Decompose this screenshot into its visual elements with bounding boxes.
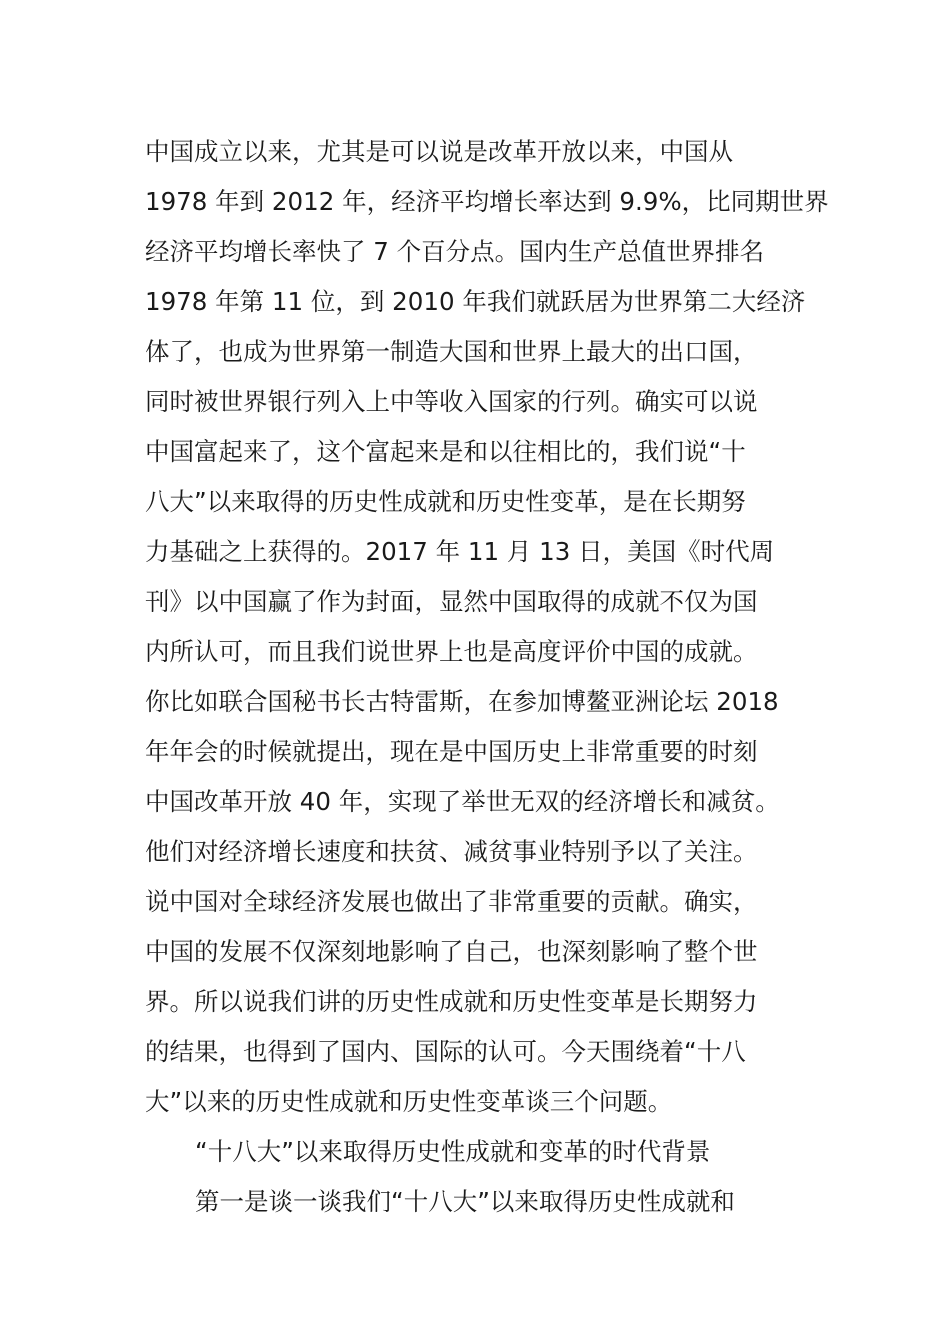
text-line: 力基础之上获得的。2017 年 11 月 13 日，美国《时代周 (145, 537, 775, 566)
text-line: 中国改革开放 40 年，实现了举世无双的经济增长和减贫。 (145, 787, 780, 816)
paragraph-start-line: 第一是谈一谈我们“十八大”以来取得历史性成就和 (195, 1187, 735, 1216)
text-line: 刊》以中国赢了作为封面，显然中国取得的成就不仅为国 (145, 587, 758, 616)
text-line: 体了，也成为世界第一制造大国和世界上最大的出口国， (145, 337, 758, 366)
section-heading: “十八大”以来取得历史性成就和变革的时代背景 (195, 1137, 711, 1166)
text-line: 他们对经济增长速度和扶贫、减贫事业特别予以了关注。 (145, 837, 758, 866)
text-line: 中国的发展不仅深刻地影响了自己，也深刻影响了整个世 (145, 937, 758, 966)
text-line: 界。所以说我们讲的历史性成就和历史性变革是长期努力 (145, 987, 758, 1016)
text-line: 的结果，也得到了国内、国际的认可。今天围绕着“十八 (145, 1037, 746, 1066)
text-line: 大”以来的历史性成就和历史性变革谈三个问题。 (145, 1087, 673, 1116)
text-line: 1978 年第 11 位，到 2010 年我们就跃居为世界第二大经济 (145, 287, 806, 316)
text-line: 中国成立以来，尤其是可以说是改革开放以来，中国从 (145, 137, 733, 166)
text-line: 经济平均增长率快了 7 个百分点。国内生产总值世界排名 (145, 237, 765, 266)
text-line: 同时被世界银行列入上中等收入国家的行列。确实可以说 (145, 387, 758, 416)
text-line: 说中国对全球经济发展也做出了非常重要的贡献。确实， (145, 887, 758, 916)
text-line: 年年会的时候就提出，现在是中国历史上非常重要的时刻 (145, 737, 758, 766)
text-line: 中国富起来了，这个富起来是和以往相比的，我们说“十 (145, 437, 746, 466)
text-line: 八大”以来取得的历史性成就和历史性变革，是在长期努 (145, 487, 746, 516)
text-line: 1978 年到 2012 年，经济平均增长率达到 9.9%，比同期世界 (145, 187, 829, 216)
text-line: 内所认可，而且我们说世界上也是高度评价中国的成就。 (145, 637, 758, 666)
text-line: 你比如联合国秘书长古特雷斯，在参加博鳌亚洲论坛 2018 (145, 687, 779, 716)
